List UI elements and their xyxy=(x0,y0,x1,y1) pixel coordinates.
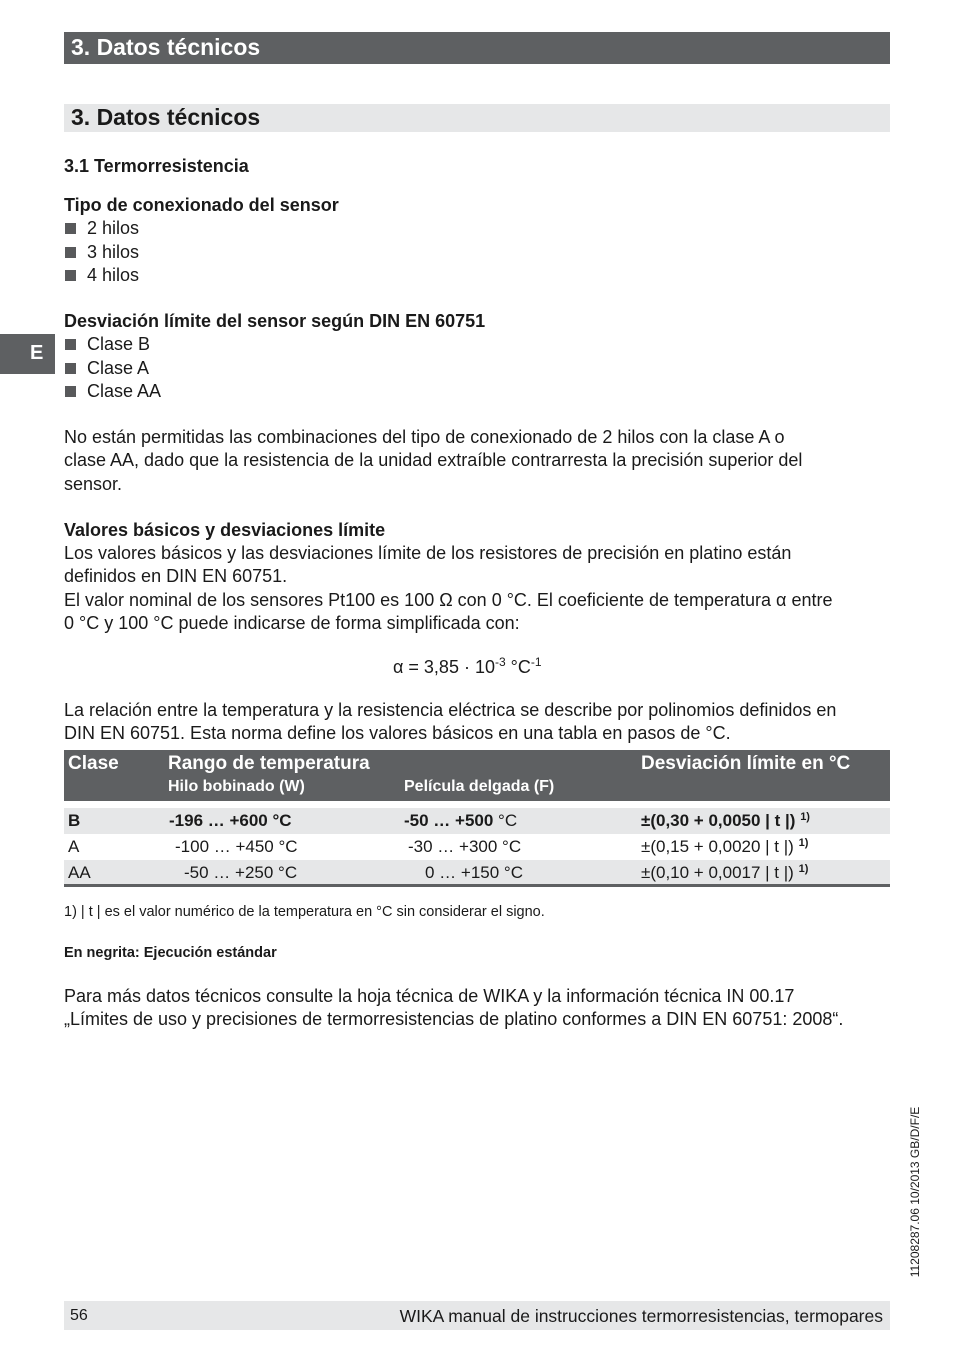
column-header-rango: Rango de temperatura xyxy=(168,753,370,774)
column-header-hilo: Hilo bobinado (W) xyxy=(168,778,305,795)
table-header xyxy=(64,750,890,801)
alpha-formula: $\alpha = 3,85 \cdot 10^{-3}$ $^\circ C^{-1}$ xyxy=(393,655,542,677)
basic-values-paragraph: Los valores básicos y las desviaciones límite de los resistores de precisión en platino están definidos en DIN EN 60751. El valor nominal de los sensores Pt100 es 100 Ω con 0 °C. El coeficiente de temperatura α entre 0 °C y 100 °C puede indicarse de forma simplificada con: xyxy=(64,543,833,633)
list-item: 3 hilos xyxy=(65,241,139,264)
footer-title: WIKA manual de instrucciones termorresistencias, termopares xyxy=(399,1306,883,1326)
language-tab-label: E xyxy=(30,342,44,364)
page-number: 56 xyxy=(70,1307,88,1324)
bullet-square-icon xyxy=(65,247,76,258)
list-item: Clase A xyxy=(65,357,149,380)
bullet-square-icon xyxy=(65,339,76,350)
table-row: A -100 … +450 °C -30 … +300 °C ±(0,15 + 0,0020 | t |) $^{1)}$ xyxy=(68,837,809,856)
bold-note: En negrita: Ejecución estándar xyxy=(64,945,277,961)
bullet-square-icon xyxy=(65,363,76,374)
section-header xyxy=(64,104,890,132)
list-item: Clase AA xyxy=(65,380,161,403)
chapter-title: 3. Datos técnicos xyxy=(71,34,261,60)
language-tab xyxy=(0,334,55,374)
table-bottom-rule xyxy=(64,884,890,887)
list-item: 2 hilos xyxy=(65,217,139,240)
subsection-title: 3.1 Termorresistencia xyxy=(64,156,249,176)
document-id: 11208287.06 10/2013 GB/D/F/E xyxy=(908,1106,922,1278)
section-title: 3. Datos técnicos xyxy=(71,104,261,130)
note-paragraph: No están permitidas las combinaciones del tipo de conexionado de 2 hilos con la clase A o clase AA, dado que la resistencia de la unidad extraíble contrarresta la precisión superior del sensor. xyxy=(64,427,803,494)
chapter-header xyxy=(64,32,890,64)
column-header-desviacion: Desviación límite en °C xyxy=(641,753,851,774)
table-row: B -196 … +600 °C -50 … +500 °C ±(0,30 + 0,0050 | t |) $^{1)}$ xyxy=(64,808,890,834)
list-item: Clase B xyxy=(65,333,150,356)
page-footer xyxy=(64,1301,890,1330)
bullet-square-icon xyxy=(65,386,76,397)
connection-heading: Tipo de conexionado del sensor xyxy=(64,195,339,215)
closing-paragraph: Para más datos técnicos consulte la hoja técnica de WIKA y la información técnica IN 00.17 „Límites de uso y precisiones de termorresistencias de platino conformes a DIN EN 60751: 2008“. xyxy=(64,986,844,1030)
table-row: AA -50 … +250 °C 0 … +150 °C ±(0,10 + 0,0017 | t |) $^{1)}$ xyxy=(64,860,890,886)
relation-paragraph: La relación entre la temperatura y la resistencia eléctrica se describe por polinomios definidos en DIN EN 60751. Esta norma define los valores básicos en una tabla en pasos de °C. xyxy=(64,700,837,744)
bullet-square-icon xyxy=(65,223,76,234)
basic-values-heading: Valores básicos y desviaciones límite xyxy=(64,520,386,540)
footnote: 1) | t | es el valor numérico de la temperatura en °C sin considerar el signo. xyxy=(64,904,545,920)
deviation-heading: Desviación límite del sensor según DIN EN 60751 xyxy=(64,311,486,331)
column-header-clase: Clase xyxy=(68,753,119,774)
bullet-square-icon xyxy=(65,270,76,281)
list-item: 4 hilos xyxy=(65,264,139,287)
column-header-pelicula: Película delgada (F) xyxy=(404,778,555,795)
